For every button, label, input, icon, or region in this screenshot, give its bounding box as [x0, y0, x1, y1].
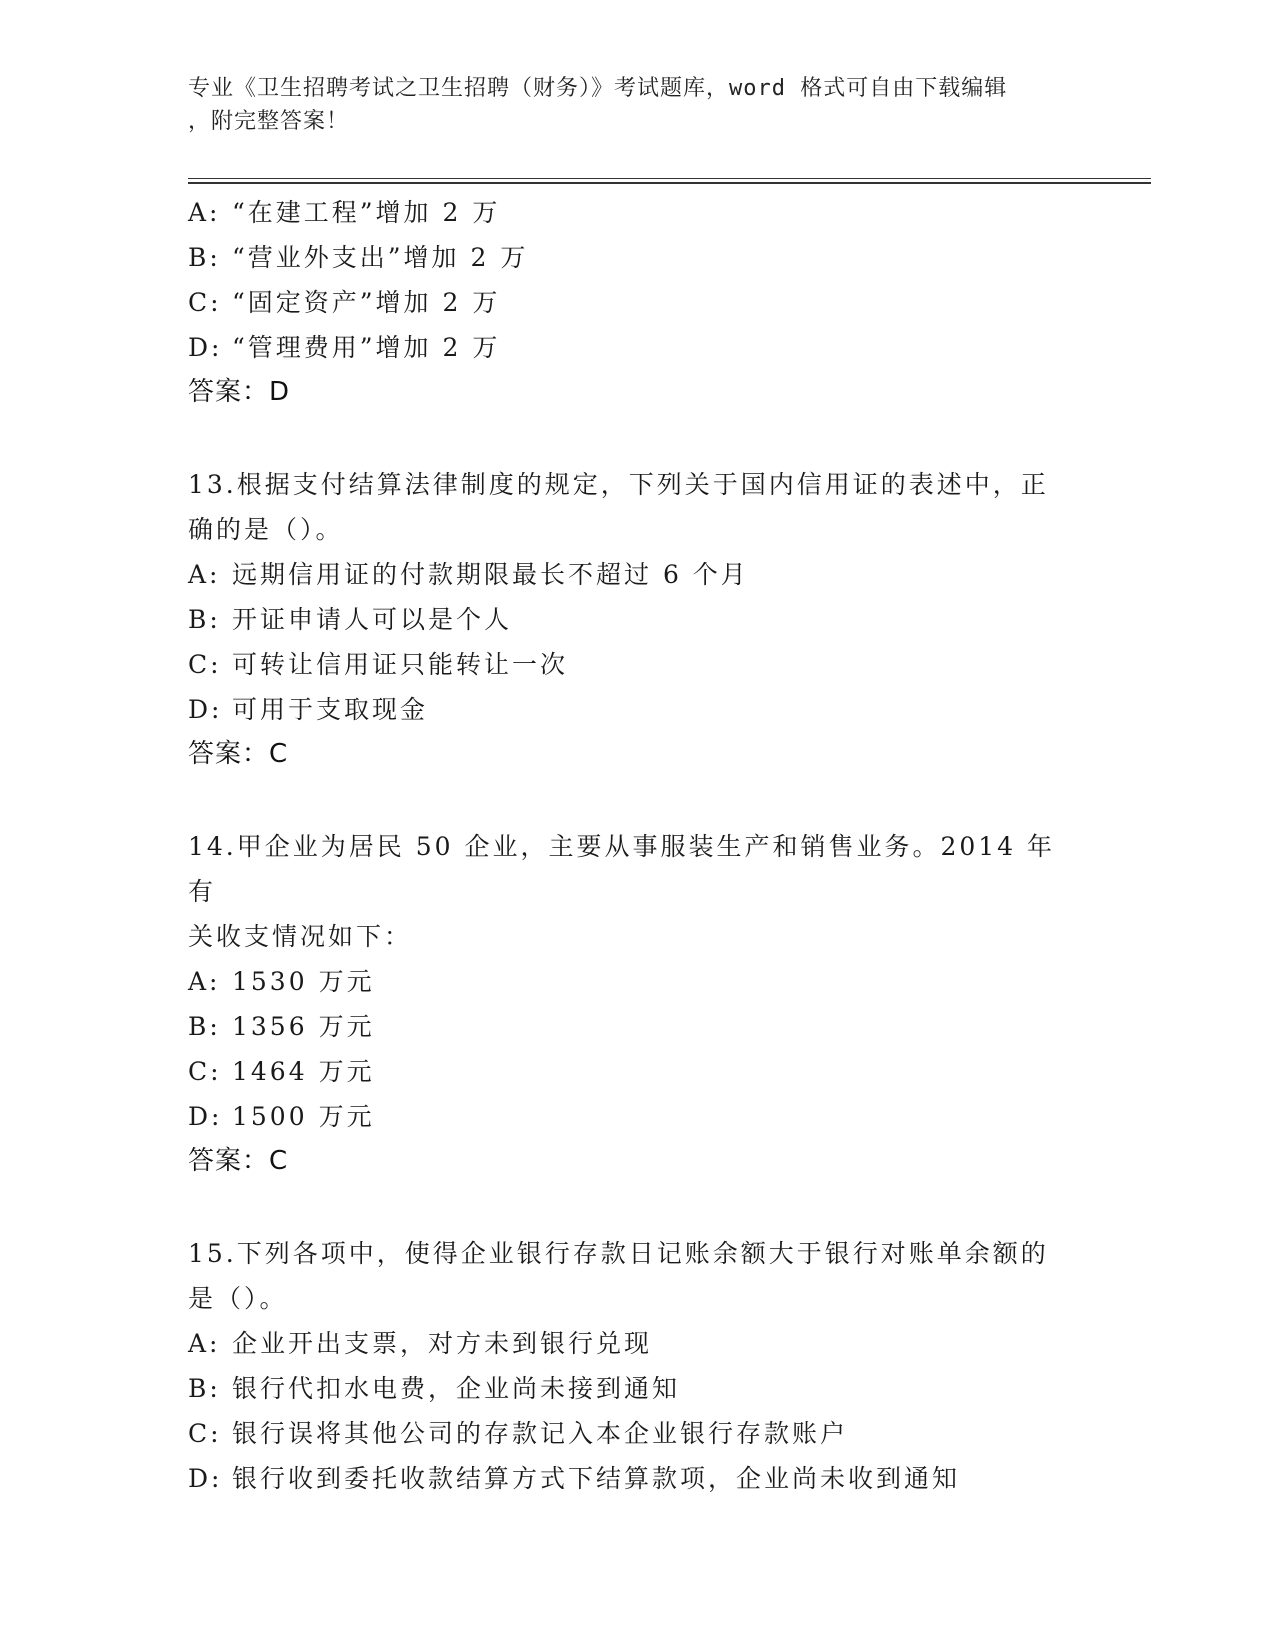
answer-label: 答案：C	[188, 739, 289, 769]
option-letter: C:	[188, 288, 222, 317]
option-letter: B:	[188, 243, 221, 272]
option-text: 企业开出支票，对方未到银行兑现	[232, 1329, 653, 1358]
option-letter: A:	[188, 1329, 221, 1358]
question-stem-line-2: 关收支情况如下：	[188, 922, 413, 951]
question-stem-line-1: 15.下列各项中，使得企业银行存款日记账余额大于银行对账单余额的	[188, 1239, 1049, 1268]
option-letter: B:	[188, 605, 221, 634]
option-text: 银行代扣水电费，企业尚未接到通知	[232, 1374, 681, 1403]
option-letter: C:	[188, 650, 222, 679]
option-text: “在建工程”增加 2 万	[232, 198, 501, 227]
option-text: “管理费用”增加 2 万	[232, 333, 501, 362]
question-stem-line-1: 13.根据支付结算法律制度的规定，下列关于国内信用证的表述中，正	[188, 470, 1049, 499]
document-header	[188, 72, 1068, 138]
option-text: 远期信用证的付款期限最长不超过 6 个月	[232, 560, 749, 589]
option-text: 可用于支取现金	[232, 695, 429, 724]
question-stem	[188, 1231, 1068, 1321]
option-letter: D:	[188, 333, 223, 362]
option-letter: B:	[188, 1374, 221, 1403]
option-text: 银行误将其他公司的存款记入本企业银行存款账户	[232, 1419, 849, 1448]
option-text: 可转让信用证只能转让一次	[232, 650, 569, 679]
option-d	[188, 1094, 1088, 1139]
question-13	[188, 462, 1088, 777]
option-text: 1464 万元	[232, 1057, 375, 1086]
option-a	[188, 1321, 1088, 1366]
option-letter: D:	[188, 1464, 223, 1493]
option-a	[188, 959, 1088, 1004]
option-text: “营业外支出”增加 2 万	[232, 243, 529, 272]
answer-label: 答案：D	[188, 377, 291, 407]
header-divider-thin	[188, 178, 1151, 179]
option-b	[188, 1004, 1088, 1049]
option-letter: C:	[188, 1419, 222, 1448]
option-letter: A:	[188, 198, 221, 227]
option-text: 开证申请人可以是个人	[232, 605, 513, 634]
question-stem-line-2: 是（）。	[188, 1284, 288, 1313]
option-d	[188, 1456, 1088, 1501]
question-14	[188, 824, 1088, 1184]
header-divider-thick	[188, 182, 1151, 184]
header-line-2: ，附完整答案！	[188, 109, 350, 134]
option-letter: D:	[188, 1102, 223, 1131]
question-15	[188, 1231, 1088, 1501]
option-c	[188, 1411, 1088, 1456]
option-text: 1356 万元	[232, 1012, 375, 1041]
option-letter: C:	[188, 1057, 222, 1086]
answer-label: 答案：C	[188, 1146, 289, 1176]
option-c	[188, 1049, 1088, 1094]
question-stem-line-1: 14.甲企业为居民 50 企业，主要从事服装生产和销售业务。2014 年有	[188, 832, 1056, 906]
question-12	[188, 190, 1088, 415]
question-list	[188, 190, 1088, 1501]
option-text: 银行收到委托收款结算方式下结算款项，企业尚未收到通知	[232, 1464, 961, 1493]
question-stem	[188, 824, 1068, 959]
header-line-1: 专业《卫生招聘考试之卫生招聘（财务）》考试题库，word 格式可自由下载编辑	[188, 76, 1008, 101]
option-a	[188, 552, 1088, 597]
option-b	[188, 1366, 1088, 1411]
option-b	[188, 235, 1088, 280]
option-letter: A:	[188, 560, 221, 589]
question-stem-line-2: 确的是（）。	[188, 515, 344, 544]
option-c	[188, 642, 1088, 687]
option-a	[188, 190, 1088, 235]
option-letter: A:	[188, 967, 221, 996]
option-text: 1530 万元	[232, 967, 375, 996]
option-b	[188, 597, 1088, 642]
option-letter: B:	[188, 1012, 221, 1041]
question-stem	[188, 462, 1068, 552]
option-text: 1500 万元	[232, 1102, 375, 1131]
option-c	[188, 280, 1088, 325]
option-d	[188, 325, 1088, 370]
option-d	[188, 687, 1088, 732]
option-text: “固定资产”增加 2 万	[232, 288, 501, 317]
option-letter: D:	[188, 695, 223, 724]
